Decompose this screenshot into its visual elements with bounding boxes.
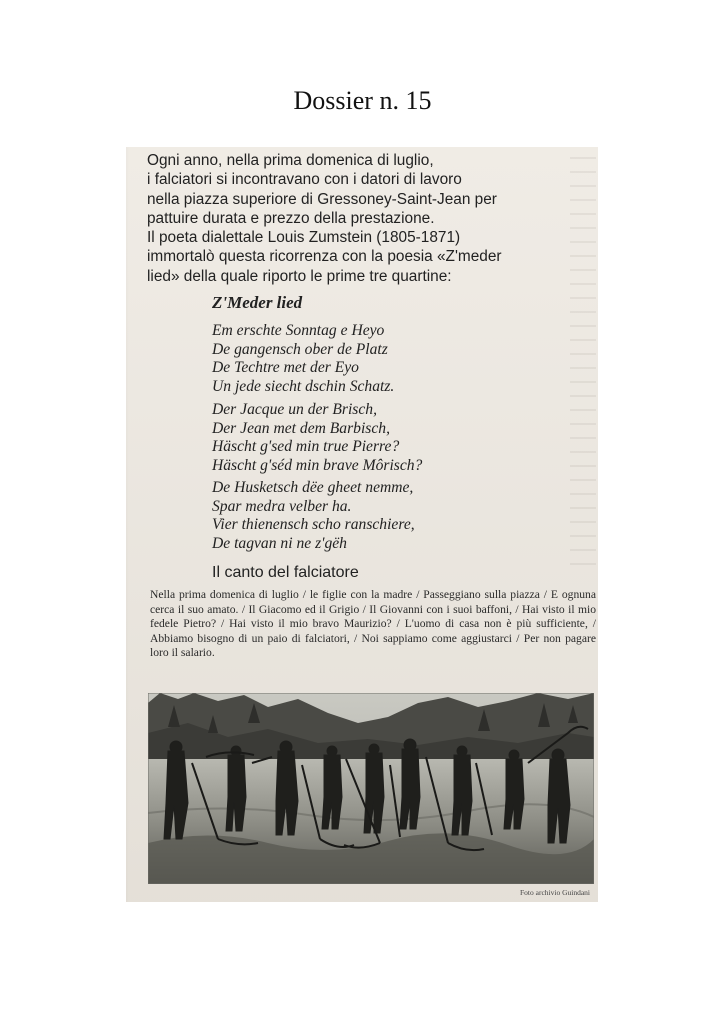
intro-paragraph (147, 151, 587, 286)
poem-line: Un jede siecht dschin Schatz. (212, 377, 395, 395)
intro-line: lied» della quale riporto le prime tre quartine: (147, 267, 452, 285)
poem-line: Häscht g'sed min true Pierre? (212, 438, 400, 456)
poem-stanza-1 (212, 322, 394, 396)
intro-line: nella piazza superiore di Gressoney-Saint-Jean per (147, 190, 497, 208)
intro-line: immortalò questa ricorrenza con la poesia «Z'meder (147, 248, 502, 266)
poem-line: De tagvan ni ne z'gëh (212, 534, 347, 552)
poem-line: Em erschte Sonntag e Heyo (212, 322, 385, 339)
photo-credit: Foto archivio Guindani (520, 888, 590, 897)
poem-line: De Techtre met der Eyo (212, 359, 359, 377)
poem-line: Der Jacque un der Brisch, (212, 401, 377, 418)
poem-stanza-2 (212, 401, 422, 475)
poem-line: De Husketsch dëe gheet nemme, (212, 479, 414, 496)
poem-line: Der Jean met dem Barbisch, (212, 419, 390, 437)
poem-line: Häscht g'séd min brave Môrisch? (212, 456, 423, 474)
translation-text: Nella prima domenica di luglio / le figlie con la madre / Passeggiano sulla piazza / E ognuna cerca il suo amato. / Il Giacomo ed il Grigio / Il Giovanni con i suoi baffoni, / Hai visto il mio fedele Pietro? / Hai visto il mio bravo Maurizio? / L'uomo di casa non è più sufficiente, / Abbiamo bisogno di un paio di falciatori, / Noi sappiamo come aggiustarci / Per non pagare loro il salario. (150, 588, 596, 660)
translation-title: Il canto del falciatore (212, 564, 359, 581)
intro-line: Il poeta dialettale Louis Zumstein (1805-1871) (147, 229, 461, 247)
poem-line: Vier thienensch scho ranschiere, (212, 516, 415, 534)
intro-line: pattuire durata e prezzo della prestazione. (147, 209, 435, 227)
intro-line: Ogni anno, nella prima domenica di luglio, (147, 152, 434, 169)
poem-line: De gangensch ober de Platz (212, 340, 388, 358)
poem-title: Z'Meder lied (212, 293, 303, 312)
scanned-page (126, 147, 598, 902)
poem-line: Spar medra velber ha. (212, 497, 352, 515)
page-title: Dossier n. 15 (293, 86, 432, 115)
poem-stanza-3 (212, 479, 415, 553)
mowers-photo (148, 693, 594, 884)
intro-line: i falciatori si incontravano con i datori di lavoro (147, 171, 462, 189)
